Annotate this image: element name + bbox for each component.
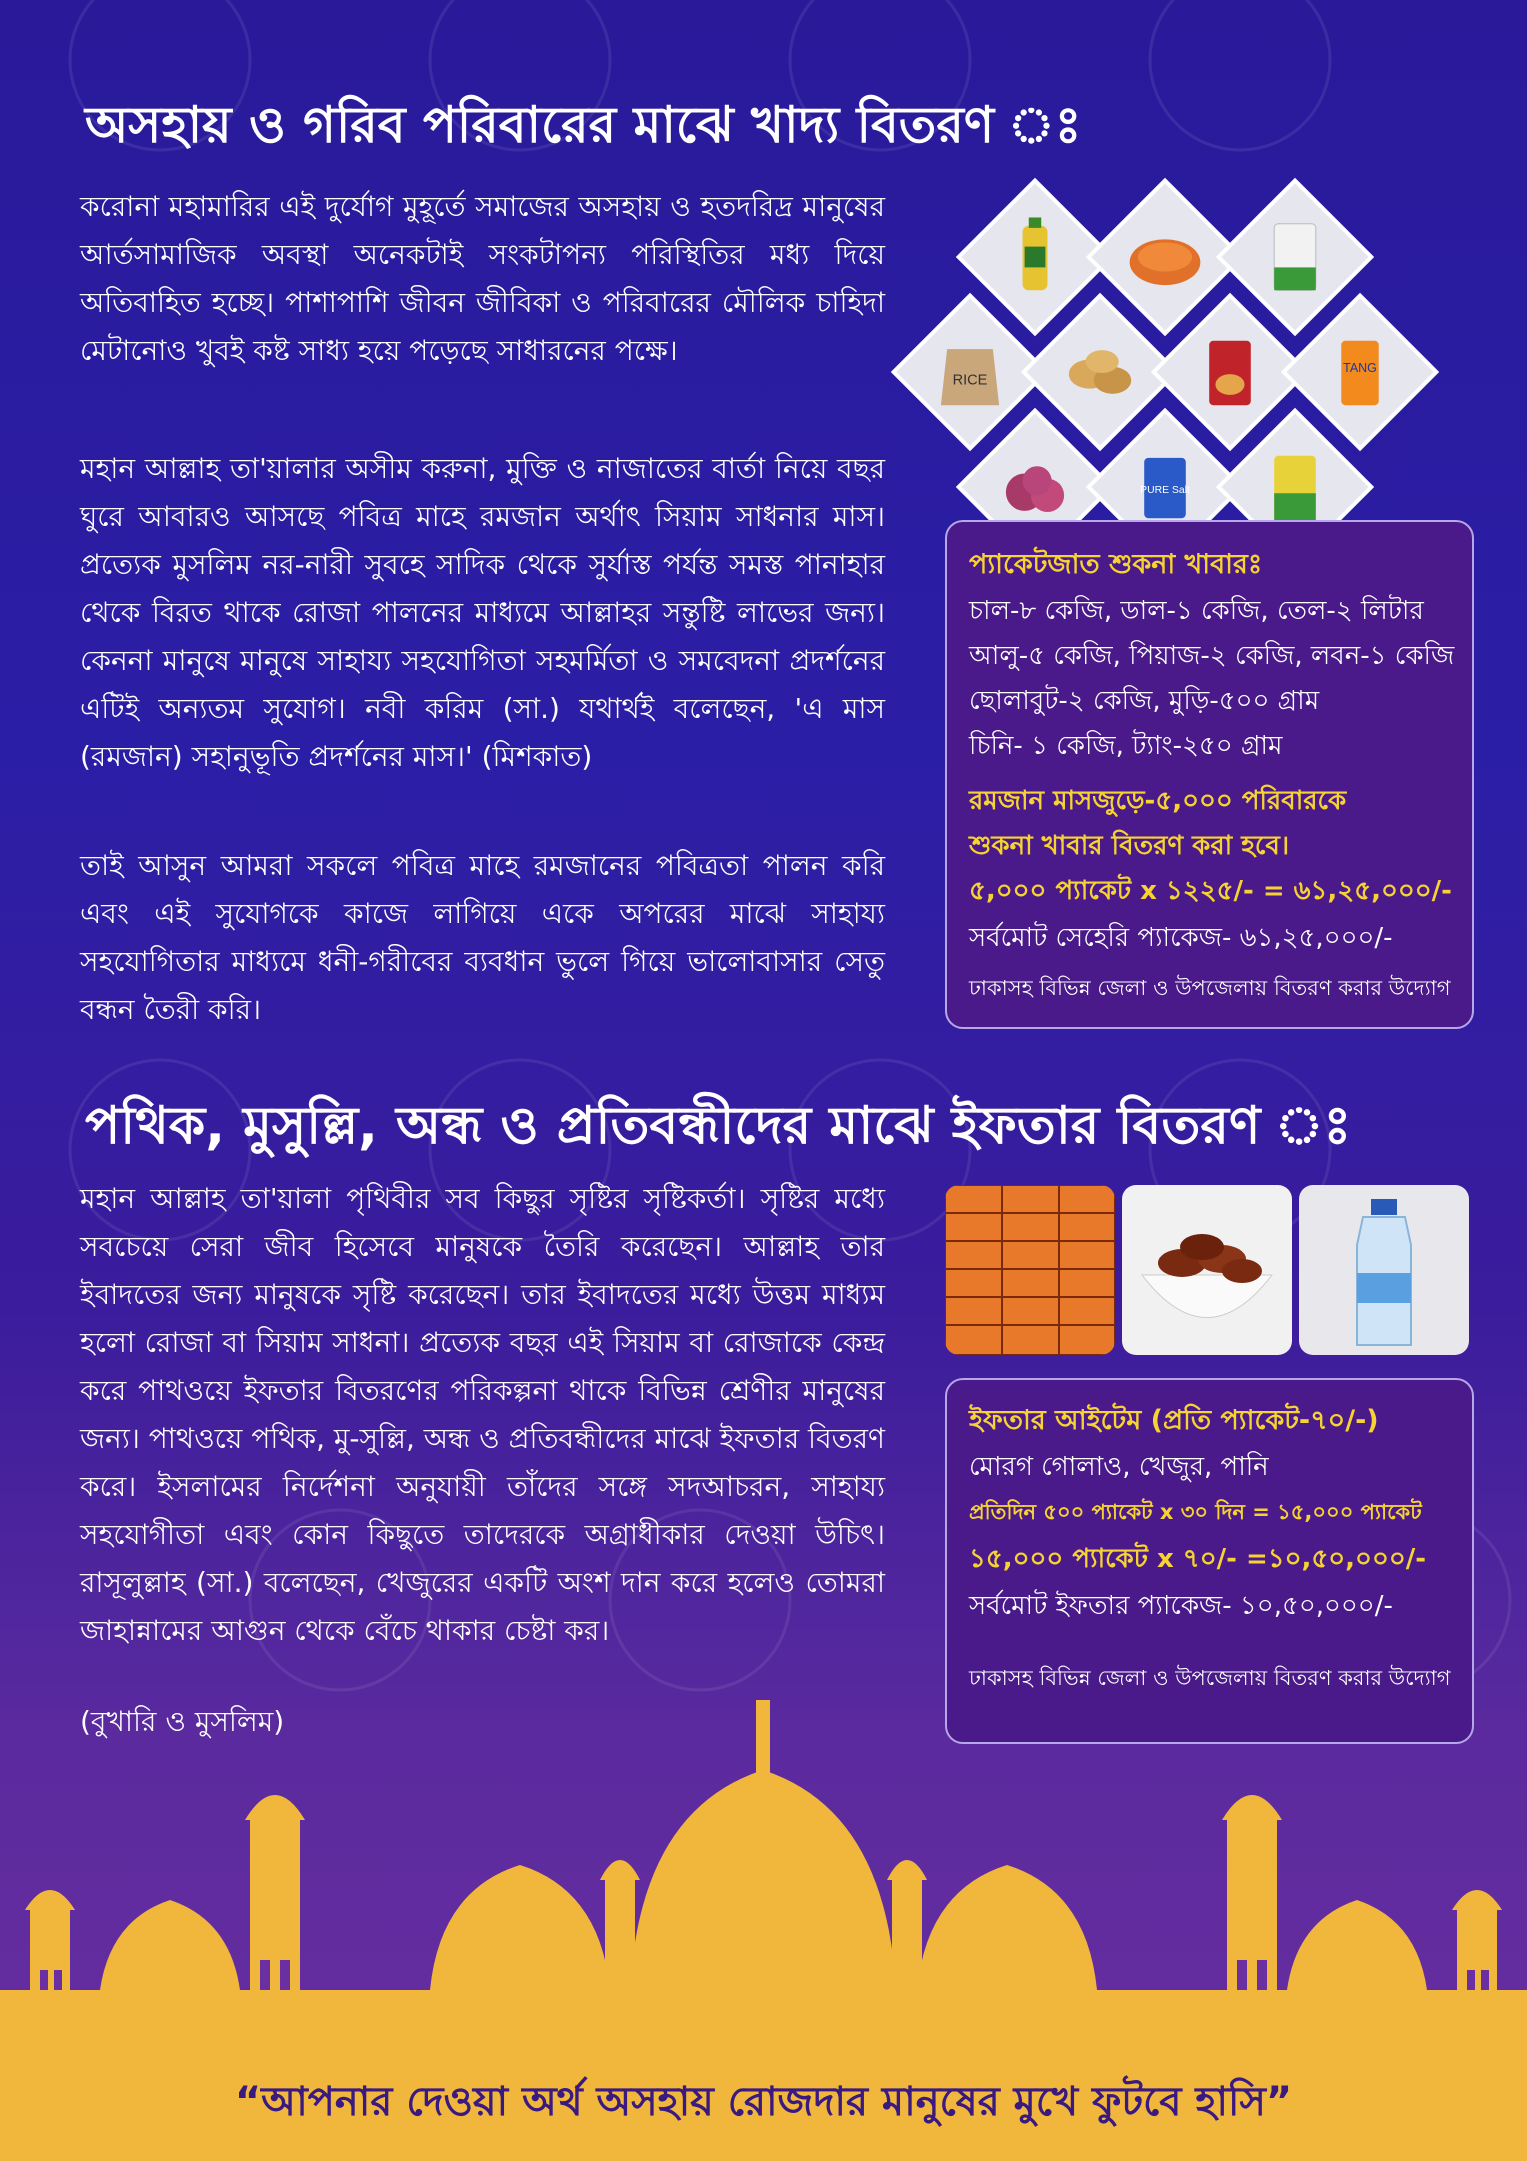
iftar-boxes-image (945, 1185, 1115, 1355)
potato-icon (1026, 298, 1173, 445)
iftar-items: মোরগ গোলাও, খেজুর, পানি (969, 1452, 1269, 1482)
iftar-total: সর্বমোট ইফতার প্যাকেজ- ১০,৫০,০০০/- (969, 1591, 1393, 1621)
dry-food-note: ঢাকাসহ বিভিন্ন জেলা ও উপজেলায় বিতরণ করার উদ্যোগ (969, 976, 1451, 1000)
section2-source: (বুখারি ও মুসলিম) (80, 1705, 285, 1738)
iftar-calculation: ১৫,০০০ প্যাকেট x ৭০/- =১০,৫০,০০০/- (969, 1544, 1427, 1574)
section2-heading: পথিক, মুসুল্লি, অন্ধ ও প্রতিবন্ধীদের মাঝে ইফতার বিতরণ ঃ (85, 1096, 1352, 1156)
dry-food-item: আলু-৫ কেজি, পিয়াজ-২ কেজি, লবন-১ কেজি (969, 641, 1455, 671)
water-bottle-image (1299, 1185, 1469, 1355)
product-image-grid (908, 190, 1468, 500)
section1-paragraph-2: মহান আল্লাহ তা'য়ালার অসীম করুনা, মুক্তি ও নাজাতের বার্তা নিয়ে বছর ঘুরে আবারও আসছে পবিত্র মাহে রমজান অর্থাৎ সিয়াম সাধনার মাস। প্রত্যেক মুসলিম নর-নারী সুবহে সাদিক থেকে সুর্যাস্ত পর্যন্ত সমস্ত পানাহার থেকে বিরত থাকে রোজা পালনের মাধ্যমে আল্লাহর সন্তুষ্টি লাভের জন্য। কেননা মানুষে মানুষে সাহায্য সহযোগিতা সহমর্মিতা ও সমবেদনা প্রদর্শনের এটিই অন্যতম সুযোগ। নবী করিম (সা.) যথার্থই বলেছেন, 'এ মাস (রমজান) সহানুভূতি প্রদর্শনের মাস।' (মিশকাত) (80, 452, 885, 773)
tang-label: TANG (1343, 361, 1377, 375)
footer-quote: “আপনার দেওয়া অর্থ অসহায় রোজদার মানুষের মুখে ফুটবে হাসি” (234, 2079, 1293, 2125)
tang-pack-icon (1286, 298, 1433, 445)
dates-bowl-image (1122, 1185, 1292, 1355)
dry-food-highlight: শুকনা খাবার বিতরণ করা হবে। (969, 831, 1290, 861)
dry-food-title: প্যাকেটজাত শুকনা খাবারঃ (969, 549, 1263, 580)
sugar-pack-icon (1221, 183, 1368, 330)
lentils-icon (1091, 183, 1238, 330)
section1-paragraph-1: করোনা মহামারির এই দুর্যোগ মুহূর্তে সমাজের অসহায় ও হতদরিদ্র মানুষের আর্তসামাজিক অবস্থা অনেকটাই সংকটাপন্য পরিস্থিতির মধ্য দিয়ে অতিবাহিত হচ্ছে। পাশাপাশি জীবন জীবিকা ও পরিবারের মৌলিক চাহিদা মেটানোও খুবই কষ্ট সাধ্য হয়ে পড়েছে সাধারনের পক্ষে। (80, 190, 885, 367)
dry-food-total: সর্বমোট সেহেরি প্যাকেজ- ৬১,২৫,০০০/- (969, 923, 1393, 953)
rice-label: RICE (952, 372, 988, 389)
iftar-title: ইফতার আইটেম (প্রতি প্যাকেট-৭০/-) (969, 1405, 1379, 1436)
dry-food-highlight: রমজান মাসজুড়ে-৫,০০০ পরিবারকে (969, 786, 1347, 816)
dry-food-item: চিনি- ১ কেজি, ট্যাং-২৫০ গ্রাম (969, 731, 1283, 761)
salt-label: PURE Salt (1140, 485, 1190, 497)
rice-sack-icon (896, 298, 1043, 445)
dry-food-calculation: ৫,০০০ প্যাকেট x ১২২৫/- = ৬১,২৫,০০০/- (969, 876, 1452, 906)
iftar-note: ঢাকাসহ বিভিন্ন জেলা ও উপজেলায় বিতরণ করার উদ্যোগ (969, 1666, 1451, 1690)
chickpea-pack-icon (1156, 298, 1303, 445)
dry-food-item: চাল-৮ কেজি, ডাল-১ কেজি, তেল-২ লিটার (969, 596, 1424, 626)
section2-paragraph: মহান আল্লাহ তা'য়ালা পৃথিবীর সব কিছুর সৃষ্টির সৃষ্টিকর্তা। সৃষ্টির মধ্যে সবচেয়ে সেরা জীব হিসেবে মানুষকে তৈরি করেছেন। আল্লাহ তার ইবাদতের জন্য মানুষকে সৃষ্টি করেছেন। তার ইবাদতের মধ্যে উত্তম মাধ্যম হলো রোজা বা সিয়াম সাধনা। প্রত্যেক বছর এই সিয়াম বা রোজাকে কেন্দ্র করে পাথওয়ে ইফতার বিতরণের পরিকল্পনা থাকে বিভিন্ন শ্রেণীর মানুষের জন্য। পাথওয়ে পথিক, মু-সুল্লি, অন্ধ ও প্রতিবন্ধীদের মাঝে ইফতার বিতরণ করে। ইসলামের নির্দেশনা অনুযায়ী তাঁদের সঙ্গে সদআচরন, সাহায্য সহযোগীতা এবং কোন কিছুতে তাদেরকে অগ্রাধীকার দেওয়া উচিৎ। রাসূলুল্লাহ (সা.) বলেছেন, খেজুরের একটি অংশ দান করে হলেও তোমরা জাহান্নামের আগুন থেকে বেঁচে থাকার চেষ্টা কর। (80, 1182, 885, 1647)
dry-food-package-box (945, 520, 1474, 1029)
iftar-daily: প্রতিদিন ৫০০ প্যাকেট x ৩০ দিন = ১৫,০০০ প্যাকেট (969, 1500, 1422, 1524)
section1-heading: অসহায় ও গরিব পরিবারের মাঝে খাদ্য বিতরণ ঃ (85, 96, 1082, 154)
section1-paragraph-3: তাই আসুন আমরা সকলে পবিত্র মাহে রমজানের পবিত্রতা পালন করি এবং এই সুযোগকে কাজে লাগিয়ে একে অপরের মাঝে সাহায্য সহযোগিতার মাধ্যমে ধনী-গরীবের ব্যবধান ভুলে গিয়ে ভালোবাসার সেতু বন্ধন তৈরী করি। (80, 849, 885, 1026)
oil-bottle-icon (961, 183, 1108, 330)
dry-food-item: ছোলাবুট-২ কেজি, মুড়ি-৫০০ গ্রাম (969, 686, 1320, 716)
